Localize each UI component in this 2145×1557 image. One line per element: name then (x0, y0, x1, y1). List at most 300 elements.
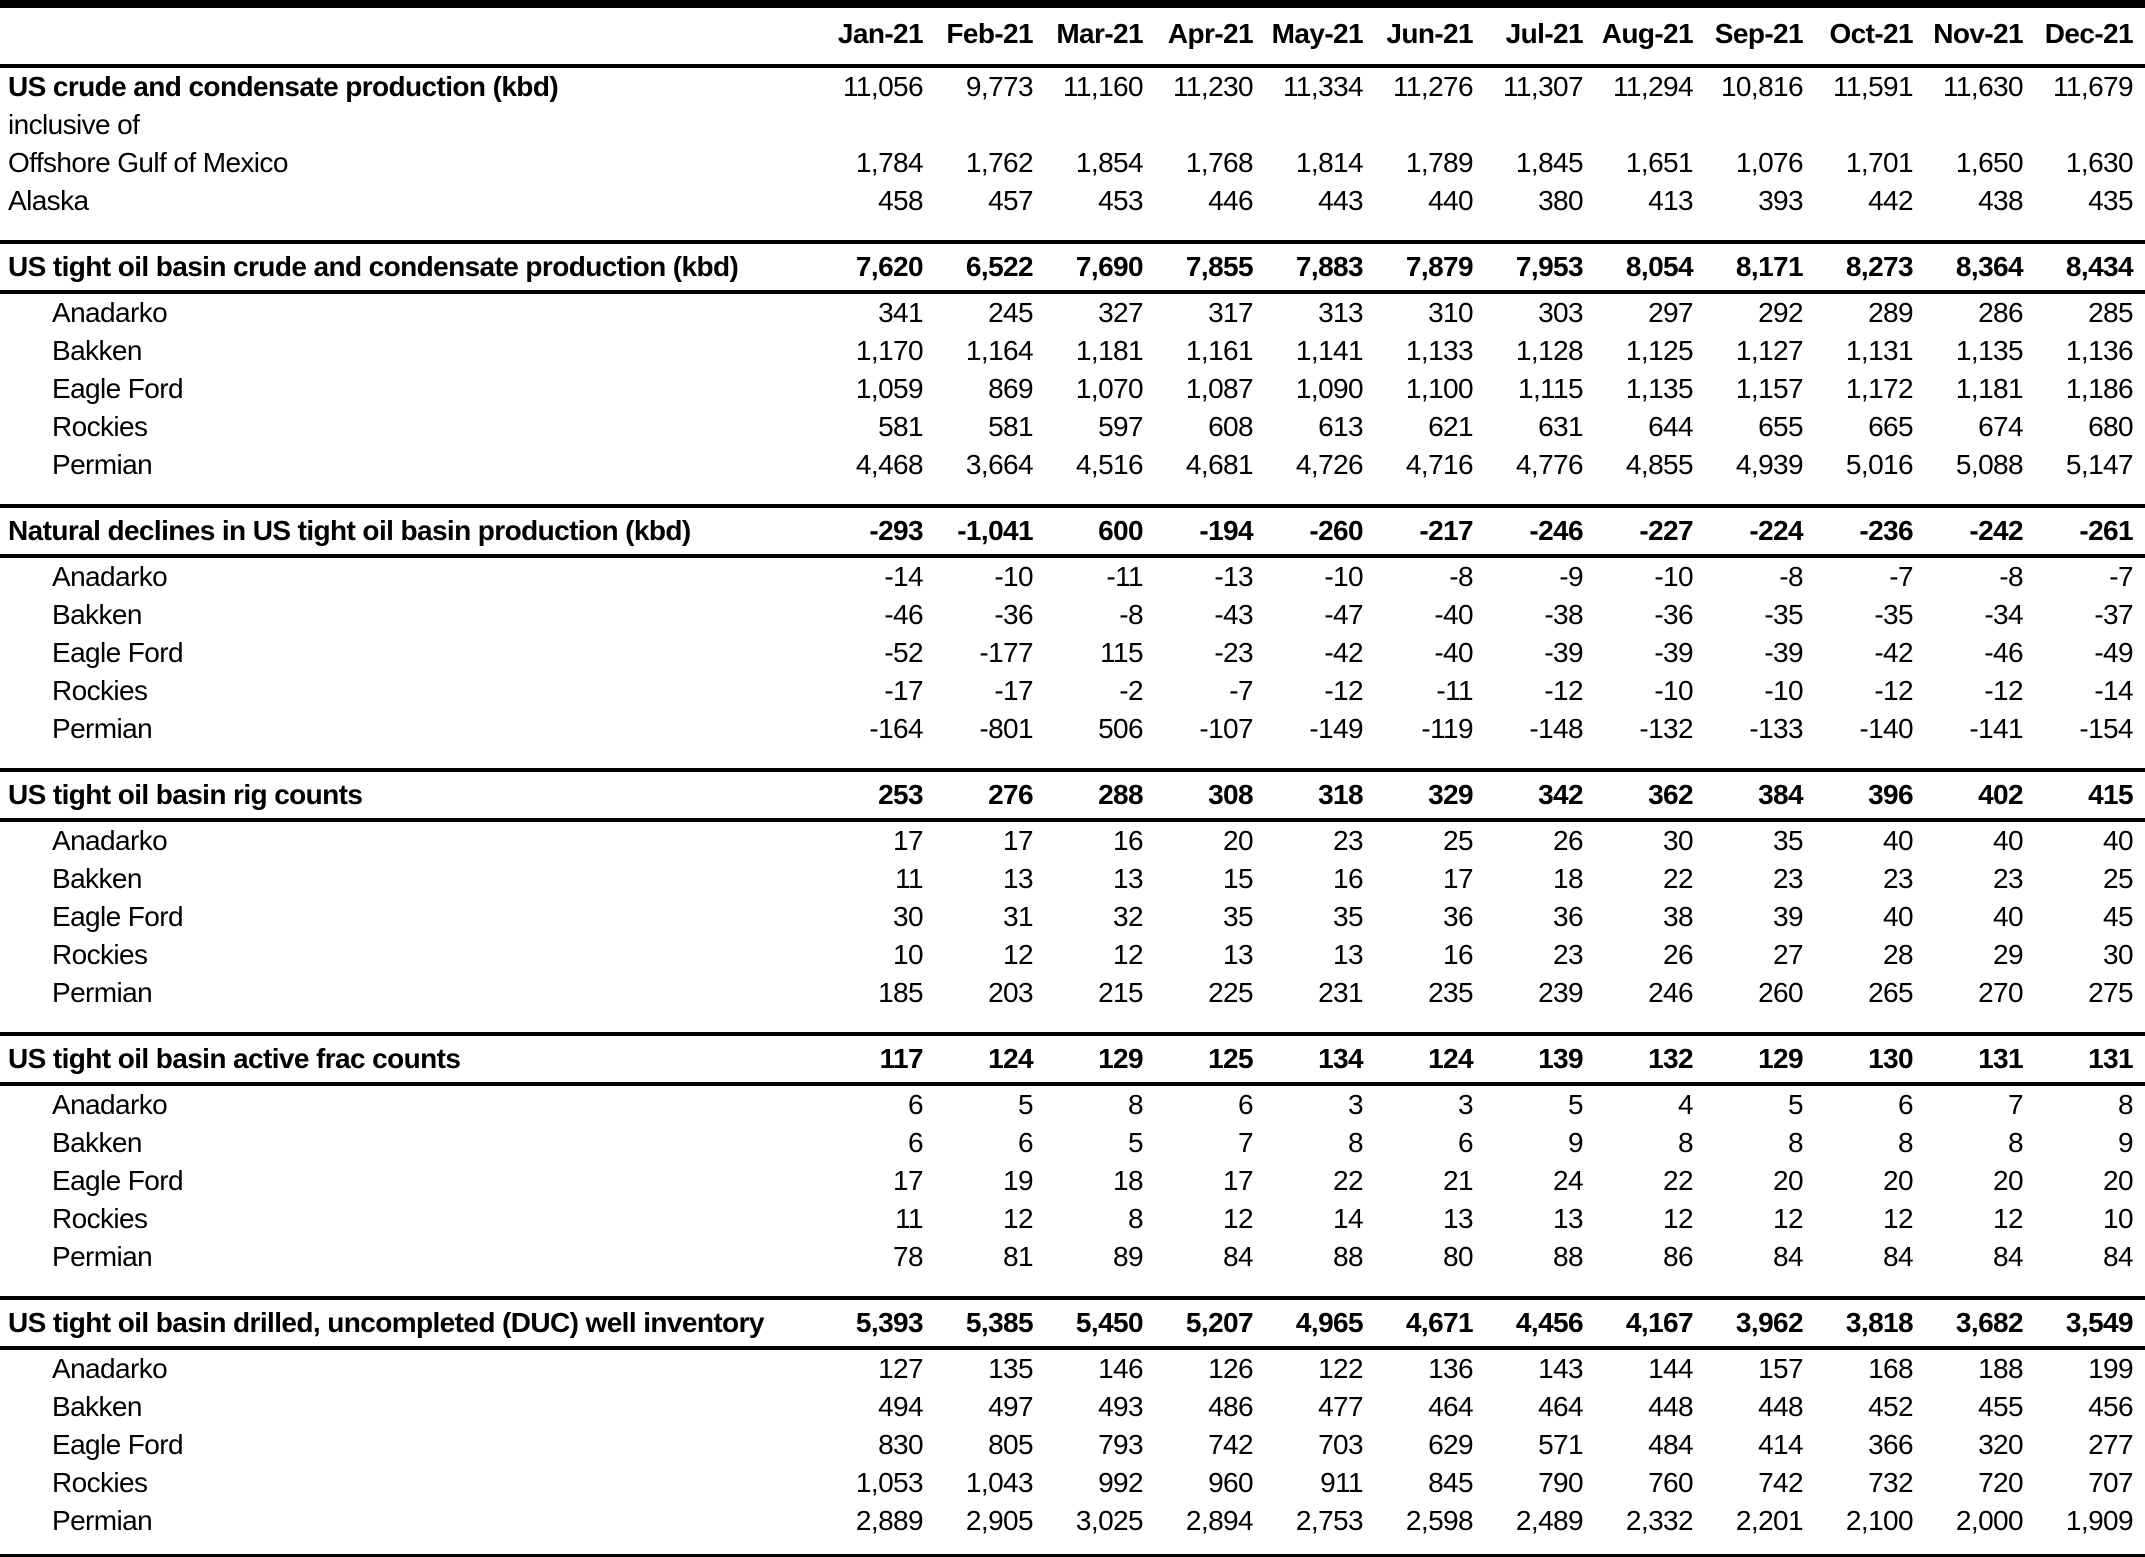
cell-value: 1,909 (2065, 1505, 2133, 1536)
cell-value: 7 (2008, 1089, 2023, 1120)
column-header: Aug-21 (1595, 4, 1705, 66)
data-row (0, 1084, 2145, 1124)
cell-value: 2,489 (1515, 1505, 1583, 1536)
cell-value: 36 (1553, 901, 1583, 932)
cell-value: 8 (1128, 1203, 1143, 1234)
cell-value: 26 (1553, 825, 1583, 856)
cell-value: 39 (1773, 901, 1803, 932)
cell-value: 5 (1788, 1089, 1803, 1120)
cell-value: 631 (1538, 411, 1583, 442)
cell-value: -8 (1779, 561, 1803, 592)
cell-value: 2,598 (1405, 1505, 1473, 1536)
row-label: Bakken (52, 599, 142, 630)
cell-value: 22 (1663, 863, 1693, 894)
cell-value: 10 (2103, 1203, 2133, 1234)
cell-value: 1,135 (1625, 373, 1693, 404)
data-row (0, 1200, 2145, 1238)
cell-value: 448 (1758, 1391, 1803, 1422)
cell-value: -8 (1449, 561, 1473, 592)
row-label: Eagle Ford (52, 637, 183, 668)
cell-value: -227 (1595, 506, 1705, 556)
cell-value: 327 (1098, 297, 1143, 328)
cell-value: 448 (1648, 1391, 1693, 1422)
row-label: US tight oil basin crude and condensate production (kbd) (0, 242, 825, 292)
cell-value: 17 (893, 1165, 923, 1196)
cell-value: 1,070 (1075, 373, 1143, 404)
cell-value: 1,186 (2065, 373, 2133, 404)
cell-value: 1,157 (1735, 373, 1803, 404)
cell-value: 6 (908, 1127, 923, 1158)
cell-value: 2,905 (965, 1505, 1033, 1536)
cell-value: 9,773 (965, 71, 1033, 102)
data-row (0, 1238, 2145, 1276)
cell-value: 25 (2103, 863, 2133, 894)
cell-value: 790 (1538, 1467, 1583, 1498)
cell-value: 11,160 (1063, 71, 1143, 102)
cell-value: 136 (1428, 1353, 1473, 1384)
cell-value: 286 (1978, 297, 2023, 328)
row-label: Anadarko (52, 825, 168, 856)
row-label: Eagle Ford (52, 901, 183, 932)
cell-value: 245 (988, 297, 1033, 328)
cell-value: 1,814 (1295, 147, 1363, 178)
row-label: Bakken (52, 863, 142, 894)
cell-value: -194 (1155, 506, 1265, 556)
cell-value: 1,651 (1625, 147, 1693, 178)
cell-value: 680 (2088, 411, 2133, 442)
cell-value: 4 (1678, 1089, 1693, 1120)
cell-value: 613 (1318, 411, 1363, 442)
cell-value: 2,894 (1185, 1505, 1253, 1536)
data-row (0, 860, 2145, 898)
cell-value: -7 (2109, 561, 2133, 592)
cell-value: 457 (988, 185, 1033, 216)
cell-value: 84 (1993, 1241, 2023, 1272)
cell-value (1045, 106, 1155, 144)
cell-value: 1,172 (1845, 373, 1913, 404)
data-row (0, 1426, 2145, 1464)
cell-value: -43 (1214, 599, 1253, 630)
cell-value: 366 (1868, 1429, 1913, 1460)
cell-value: 742 (1208, 1429, 1253, 1460)
cell-value: 14 (1333, 1203, 1363, 1234)
cell-value: 342 (1485, 770, 1595, 820)
section-header-row (0, 242, 2145, 292)
cell-value: -132 (1639, 713, 1693, 744)
cell-value: 6,522 (935, 242, 1045, 292)
month-header-row (0, 4, 2145, 66)
cell-value: -149 (1309, 713, 1363, 744)
row-label: Rockies (52, 675, 148, 706)
spacer-row (0, 484, 2145, 506)
cell-value: 760 (1648, 1467, 1693, 1498)
cell-value: 443 (1318, 185, 1363, 216)
cell-value: -11 (1436, 675, 1473, 706)
cell-value: 320 (1978, 1429, 2023, 1460)
cell-value: -49 (2094, 637, 2133, 668)
cell-value: 20 (1883, 1165, 1913, 1196)
cell-value: 11,334 (1283, 71, 1363, 102)
cell-value: -141 (1969, 713, 2023, 744)
cell-value: -2 (1119, 675, 1143, 706)
cell-value: 40 (1883, 825, 1913, 856)
cell-value: 3 (1348, 1089, 1363, 1120)
cell-value: -52 (884, 637, 923, 668)
cell-value: 1,845 (1515, 147, 1583, 178)
cell-value: -35 (1874, 599, 1913, 630)
row-label: Permian (52, 713, 153, 744)
cell-value: 581 (878, 411, 923, 442)
cell-value: -7 (1229, 675, 1253, 706)
cell-value: 84 (1773, 1241, 1803, 1272)
cell-value: -17 (994, 675, 1033, 706)
cell-value: 277 (2088, 1429, 2133, 1460)
cell-value: 125 (1155, 1034, 1265, 1084)
row-label: Eagle Ford (52, 373, 183, 404)
cell-value: -10 (1654, 561, 1693, 592)
cell-value: 288 (1045, 770, 1155, 820)
cell-value: 21 (1443, 1165, 1473, 1196)
cell-value: 3,682 (1925, 1298, 2035, 1348)
cell-value: 1,630 (2065, 147, 2133, 178)
cell-value: 88 (1333, 1241, 1363, 1272)
cell-value: 11,276 (1393, 71, 1473, 102)
cell-value: -11 (1106, 561, 1143, 592)
cell-value: 7,855 (1155, 242, 1265, 292)
row-label: US crude and condensate production (kbd) (8, 71, 559, 102)
cell-value: 131 (1925, 1034, 2035, 1084)
cell-value: -39 (1764, 637, 1803, 668)
cell-value: 7,620 (825, 242, 935, 292)
cell-value: 8,434 (2035, 242, 2145, 292)
cell-value: 4,681 (1185, 449, 1253, 480)
cell-value: -12 (1984, 675, 2023, 706)
cell-value: -242 (1925, 506, 2035, 556)
cell-value: 415 (2035, 770, 2145, 820)
cell-value: 380 (1538, 185, 1583, 216)
cell-value: 4,855 (1625, 449, 1693, 480)
cell-value: 8,054 (1595, 242, 1705, 292)
cell-value: 506 (1098, 713, 1143, 744)
cell-value: 40 (1993, 901, 2023, 932)
cell-value: 435 (2088, 185, 2133, 216)
row-label: Rockies (52, 411, 148, 442)
cell-value: -1,041 (935, 506, 1045, 556)
cell-value (1265, 106, 1375, 144)
cell-value: -10 (1324, 561, 1363, 592)
cell-value: -39 (1654, 637, 1693, 668)
cell-value: 35 (1773, 825, 1803, 856)
row-label: Natural declines in US tight oil basin production (kbd) (0, 506, 825, 556)
cell-value: 793 (1098, 1429, 1143, 1460)
cell-value: 225 (1208, 977, 1253, 1008)
cell-value: 600 (1045, 506, 1155, 556)
cell-value: 7,953 (1485, 242, 1595, 292)
cell-value: 132 (1595, 1034, 1705, 1084)
cell-value: 45 (2103, 901, 2133, 932)
cell-value: 10,816 (1720, 71, 1803, 102)
cell-value: -148 (1529, 713, 1583, 744)
cell-value: 11,591 (1833, 71, 1913, 102)
cell-value: 1,784 (855, 147, 923, 178)
cell-value: 215 (1098, 977, 1143, 1008)
cell-value: 81 (1003, 1241, 1033, 1272)
cell-value: 2,889 (855, 1505, 923, 1536)
column-header: Feb-21 (935, 4, 1045, 66)
cell-value: 8 (2118, 1089, 2133, 1120)
cell-value: -107 (1199, 713, 1253, 744)
table-header (0, 4, 2145, 66)
cell-value: 597 (1098, 411, 1143, 442)
cell-value: 1,059 (855, 373, 923, 404)
cell-value (1155, 106, 1265, 144)
cell-value: 845 (1428, 1467, 1473, 1498)
cell-value: 30 (893, 901, 923, 932)
cell-value: 40 (1883, 901, 1913, 932)
cell-value: -293 (825, 506, 935, 556)
cell-value: -10 (1654, 675, 1693, 706)
spacer-cell (0, 748, 2145, 770)
cell-value: 1,128 (1515, 335, 1583, 366)
spacer-row (0, 1012, 2145, 1034)
cell-value: 23 (1333, 825, 1363, 856)
cell-value: 185 (878, 977, 923, 1008)
spacer-cell (0, 220, 2145, 242)
data-row (0, 446, 2145, 484)
column-header: Nov-21 (1925, 4, 2035, 66)
cell-value: 1,762 (965, 147, 1033, 178)
cell-value: 38 (1663, 901, 1693, 932)
cell-value (1485, 106, 1595, 144)
cell-value: 452 (1868, 1391, 1913, 1422)
cell-value: -37 (2094, 599, 2133, 630)
cell-value: 8 (1348, 1127, 1363, 1158)
row-label: Rockies (52, 1467, 148, 1498)
cell-value: 1,701 (1845, 147, 1913, 178)
cell-value: 6 (1238, 1089, 1253, 1120)
cell-value: 124 (1375, 1034, 1485, 1084)
cell-value: 260 (1758, 977, 1803, 1008)
data-row (0, 1348, 2145, 1388)
cell-value: 1,164 (965, 335, 1033, 366)
cell-value: 12 (1003, 939, 1033, 970)
cell-value: 1,115 (1518, 373, 1583, 404)
cell-value: 31 (1003, 901, 1033, 932)
cell-value: 12 (1883, 1203, 1913, 1234)
cell-value: 292 (1758, 297, 1803, 328)
cell-value: 17 (1443, 863, 1473, 894)
cell-value: 464 (1428, 1391, 1473, 1422)
cell-value: 413 (1648, 185, 1693, 216)
cell-value: 127 (878, 1353, 923, 1384)
cell-value: 124 (935, 1034, 1045, 1084)
data-row (0, 556, 2145, 596)
data-row (0, 106, 2145, 144)
cell-value: 7,690 (1045, 242, 1155, 292)
cell-value: 3,818 (1815, 1298, 1925, 1348)
cell-value: 313 (1318, 297, 1363, 328)
row-label: Permian (52, 449, 153, 480)
cell-value: -10 (994, 561, 1033, 592)
row-label: Anadarko (52, 297, 168, 328)
cell-value (1925, 106, 2035, 144)
cell-value: 17 (893, 825, 923, 856)
cell-value: -42 (1324, 637, 1363, 668)
cell-value: 13 (1003, 863, 1033, 894)
cell-value: 402 (1925, 770, 2035, 820)
cell-value: 4,716 (1405, 449, 1473, 480)
cell-value: 486 (1208, 1391, 1253, 1422)
cell-value: 5,147 (2065, 449, 2133, 480)
cell-value: 25 (1443, 825, 1473, 856)
cell-value: 17 (1223, 1165, 1253, 1196)
cell-value: 157 (1758, 1353, 1803, 1384)
cell-value: 742 (1758, 1467, 1803, 1498)
cell-value: 4,671 (1375, 1298, 1485, 1348)
spacer-cell (0, 1012, 2145, 1034)
cell-value: 13 (1113, 863, 1143, 894)
cell-value: 35 (1333, 901, 1363, 932)
cell-value: -42 (1874, 637, 1913, 668)
cell-value: 84 (1223, 1241, 1253, 1272)
cell-value: 3,962 (1705, 1298, 1815, 1348)
cell-value: 84 (2103, 1241, 2133, 1272)
cell-value: 5,016 (1845, 449, 1913, 480)
cell-value: 265 (1868, 977, 1913, 1008)
cell-value: -46 (884, 599, 923, 630)
cell-value: -10 (1764, 675, 1803, 706)
row-label: Permian (52, 1505, 153, 1536)
cell-value: -17 (884, 675, 923, 706)
spacer-row (0, 220, 2145, 242)
cell-value: 20 (1223, 825, 1253, 856)
cell-value (1375, 106, 1485, 144)
cell-value: -46 (1984, 637, 2023, 668)
cell-value: 297 (1648, 297, 1693, 328)
cell-value: -133 (1749, 713, 1803, 744)
cell-value: -13 (1214, 561, 1253, 592)
cell-value: 126 (1208, 1353, 1253, 1384)
cell-value: 494 (878, 1391, 923, 1422)
cell-value: 20 (1993, 1165, 2023, 1196)
cell-value: 4,726 (1295, 449, 1363, 480)
cell-value: 318 (1265, 770, 1375, 820)
cell-value: 12 (1003, 1203, 1033, 1234)
cell-value: 720 (1978, 1467, 2023, 1498)
cell-value: 5 (1018, 1089, 1033, 1120)
cell-value: 11,294 (1613, 71, 1693, 102)
cell-value: -261 (2035, 506, 2145, 556)
data-row (0, 820, 2145, 860)
spacer-cell (0, 1276, 2145, 1298)
cell-value: -217 (1375, 506, 1485, 556)
cell-value: 15 (1223, 863, 1253, 894)
cell-value: 129 (1045, 1034, 1155, 1084)
cell-value: 732 (1868, 1467, 1913, 1498)
cell-value: 1,854 (1075, 147, 1143, 178)
cell-value: 117 (825, 1034, 935, 1084)
spacer-cell (0, 484, 2145, 506)
cell-value: 199 (2088, 1353, 2133, 1384)
cell-value: 24 (1553, 1165, 1583, 1196)
cell-value: 477 (1318, 1391, 1363, 1422)
cell-value: 8 (1678, 1127, 1693, 1158)
cell-value: -12 (1544, 675, 1583, 706)
cell-value: 139 (1485, 1034, 1595, 1084)
cell-value: -47 (1324, 599, 1363, 630)
cell-value: 86 (1663, 1241, 1693, 1272)
cell-value: 608 (1208, 411, 1253, 442)
cell-value: 707 (2088, 1467, 2133, 1498)
section-header-row (0, 770, 2145, 820)
column-header: Jan-21 (825, 4, 935, 66)
data-row (0, 936, 2145, 974)
cell-value: -36 (1654, 599, 1693, 630)
cell-value: 188 (1978, 1353, 2023, 1384)
cell-value: -260 (1265, 506, 1375, 556)
cell-value: 17 (1003, 825, 1033, 856)
cell-value: 30 (2103, 939, 2133, 970)
cell-value: 1,127 (1735, 335, 1803, 366)
cell-value: 393 (1758, 185, 1803, 216)
cell-value: 8 (1898, 1127, 1913, 1158)
cell-value: -801 (979, 713, 1033, 744)
cell-value: 2,000 (1955, 1505, 2023, 1536)
row-label: Anadarko (52, 1353, 168, 1384)
cell-value: 7,883 (1265, 242, 1375, 292)
cell-value: 122 (1318, 1353, 1363, 1384)
cell-value: 464 (1538, 1391, 1583, 1422)
cell-value: 20 (2103, 1165, 2133, 1196)
cell-value: -14 (2094, 675, 2133, 706)
cell-value: 869 (988, 373, 1033, 404)
cell-value: 22 (1663, 1165, 1693, 1196)
cell-value (1705, 106, 1815, 144)
cell-value: 1,053 (855, 1467, 923, 1498)
cell-value: 130 (1815, 1034, 1925, 1084)
data-row (0, 182, 2145, 220)
cell-value: 12 (1663, 1203, 1693, 1234)
cell-value: 80 (1443, 1241, 1473, 1272)
cell-value: 9 (2118, 1127, 2133, 1158)
cell-value: 203 (988, 977, 1033, 1008)
cell-value: 1,135 (1955, 335, 2023, 366)
cell-value: 11,679 (2053, 71, 2133, 102)
cell-value: 484 (1648, 1429, 1693, 1460)
spacer-row (0, 1276, 2145, 1298)
cell-value: 1,076 (1735, 147, 1803, 178)
row-label: Bakken (52, 1391, 142, 1422)
cell-value: 36 (1443, 901, 1473, 932)
cell-value: 497 (988, 1391, 1033, 1422)
cell-value: 6 (1898, 1089, 1913, 1120)
cell-value: -38 (1544, 599, 1583, 630)
cell-value: 308 (1155, 770, 1265, 820)
data-row (0, 596, 2145, 634)
cell-value: 19 (1003, 1165, 1033, 1196)
cell-value: 703 (1318, 1429, 1363, 1460)
cell-value: 5 (1128, 1127, 1143, 1158)
row-label: inclusive of (8, 109, 140, 140)
spacer-row (0, 1540, 2145, 1557)
cell-value: 1,170 (855, 335, 923, 366)
data-row (0, 1502, 2145, 1540)
row-label: Bakken (52, 335, 142, 366)
cell-value: 8,364 (1925, 242, 2035, 292)
cell-value: 4,939 (1735, 449, 1803, 480)
cell-value: 275 (2088, 977, 2133, 1008)
cell-value: 10 (893, 939, 923, 970)
